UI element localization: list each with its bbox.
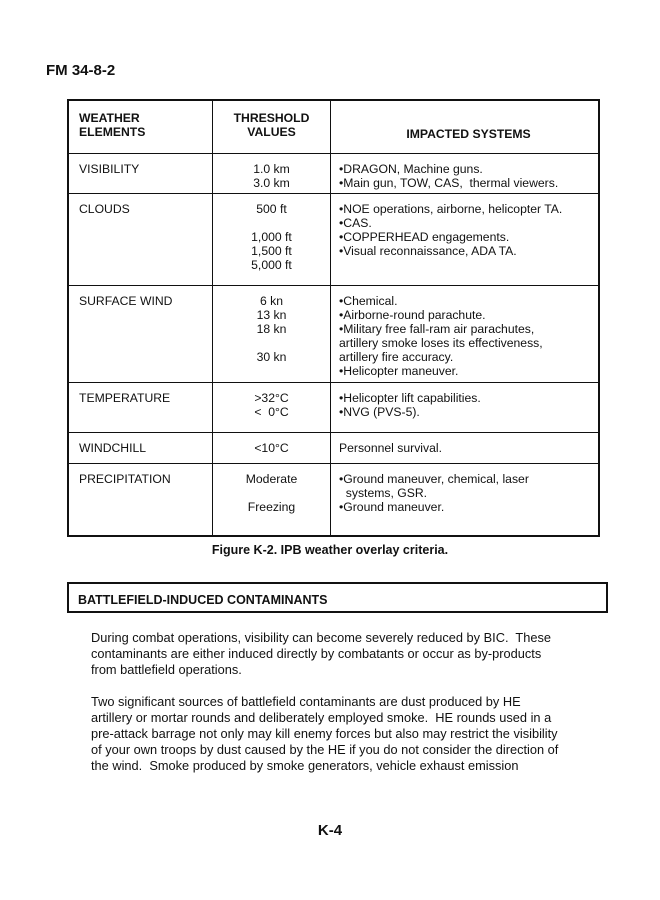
impacted-system: artillery smoke loses its effectiveness,	[339, 336, 543, 350]
weather-element-cell	[69, 194, 213, 286]
threshold-value: 1.0 km	[253, 162, 290, 176]
threshold-value: >32°C	[254, 391, 289, 405]
weather-element: SURFACE WIND	[79, 294, 173, 308]
impacted-system: •Helicopter lift capabilities.	[339, 391, 481, 405]
threshold-value	[213, 486, 330, 500]
weather-element: WINDCHILL	[79, 441, 147, 455]
impacted-systems-cell	[331, 154, 598, 194]
figure-caption: Figure K-2. IPB weather overlay criteria.	[211, 543, 449, 557]
weather-element-cell	[69, 286, 213, 383]
header-line: WEATHER	[79, 111, 140, 125]
impacted-system: •NVG (PVS-5).	[339, 405, 420, 419]
weather-element: VISIBILITY	[79, 162, 140, 176]
threshold-value: Moderate	[245, 472, 298, 486]
threshold-value: 5,000 ft	[251, 258, 292, 272]
threshold-values-cell	[213, 154, 331, 194]
paragraph-line: artillery or mortar rounds and deliberately employed smoke. HE rounds used in a	[91, 710, 552, 725]
threshold-values-cell	[213, 286, 331, 383]
paragraph-line: from battlefield operations.	[91, 662, 242, 677]
column-header-text	[213, 111, 330, 139]
impacted-system: •Ground maneuver, chemical, laser	[339, 472, 529, 486]
threshold-value: < 0°C	[254, 405, 289, 419]
header-line: VALUES	[247, 125, 296, 139]
header-line: THRESHOLD	[233, 111, 310, 125]
impacted-systems-cell	[331, 433, 598, 464]
impacted-system: •Military free fall-ram air parachutes,	[339, 322, 535, 336]
impacted-system: •Airborne-round parachute.	[339, 308, 486, 322]
threshold-value	[213, 216, 330, 230]
impacted-systems-cell	[331, 383, 598, 433]
impacted-system: •COPPERHEAD engagements.	[339, 230, 510, 244]
impacted-system: •Main gun, TOW, CAS, thermal viewers.	[339, 176, 559, 190]
threshold-value: <10°C	[254, 441, 289, 455]
impacted-system: •Helicopter maneuver.	[339, 364, 459, 378]
column-header-text	[406, 127, 530, 141]
column-header	[331, 101, 598, 154]
page-number: K-4	[317, 822, 343, 839]
weather-element: CLOUDS	[79, 202, 130, 216]
paragraph-line: of your own troops by dust caused by the HE if you do not consider the direction of	[91, 742, 559, 757]
impacted-system: systems, GSR.	[339, 486, 428, 500]
threshold-value: 30 kn	[256, 350, 287, 364]
impacted-system: artillery fire accuracy.	[339, 350, 454, 364]
paragraph-line: pre-attack barrage not only may kill enemy forces but also may restrict the visibility	[91, 726, 558, 741]
threshold-values-cell	[213, 433, 331, 464]
impacted-system: •DRAGON, Machine guns.	[339, 162, 483, 176]
column-header	[69, 101, 213, 154]
column-header	[213, 101, 331, 154]
impacted-system: •CAS.	[339, 216, 372, 230]
weather-criteria-table	[67, 99, 600, 537]
paragraph-line: contaminants are either induced directly by combatants or occur as by-products	[91, 646, 542, 661]
paragraph-line: During combat operations, visibility can become severely reduced by BIC. These	[91, 630, 551, 645]
section-heading: BATTLEFIELD-INDUCED CONTAMINANTS	[67, 582, 608, 613]
impacted-systems-cell	[331, 194, 598, 286]
threshold-value: 500 ft	[256, 202, 287, 216]
threshold-value: Freezing	[247, 500, 296, 514]
paragraph-line: the wind. Smoke produced by smoke generators, vehicle exhaust emission	[91, 758, 519, 773]
header-line: ELEMENTS	[79, 125, 146, 139]
impacted-systems-cell	[331, 464, 598, 535]
weather-element-cell	[69, 383, 213, 433]
header-line: IMPACTED SYSTEMS	[406, 127, 531, 141]
impacted-system: •Chemical.	[339, 294, 398, 308]
impacted-systems-cell	[331, 286, 598, 383]
paragraph-2	[91, 694, 558, 774]
threshold-value: 6 kn	[259, 294, 284, 308]
paragraph-1	[91, 630, 551, 678]
threshold-value: 13 kn	[256, 308, 287, 322]
threshold-values-cell	[213, 383, 331, 433]
paragraph-line: Two significant sources of battlefield contaminants are dust produced by HE	[91, 694, 521, 709]
impacted-system: •NOE operations, airborne, helicopter TA.	[339, 202, 563, 216]
impacted-system: •Visual reconnaissance, ADA TA.	[339, 244, 517, 258]
weather-element-cell	[69, 154, 213, 194]
column-header-text	[79, 111, 212, 139]
document-id: FM 34-8-2	[46, 62, 116, 79]
weather-element-cell	[69, 464, 213, 535]
threshold-values-cell	[213, 194, 331, 286]
weather-element: TEMPERATURE	[79, 391, 171, 405]
weather-element-cell	[69, 433, 213, 464]
threshold-value: 3.0 km	[253, 176, 290, 190]
weather-element: PRECIPITATION	[79, 472, 171, 486]
threshold-value: 1,500 ft	[251, 244, 292, 258]
threshold-value: 18 kn	[256, 322, 287, 336]
threshold-values-cell	[213, 464, 331, 535]
impacted-system: •Ground maneuver.	[339, 500, 445, 514]
impacted-system: Personnel survival.	[339, 441, 442, 455]
threshold-value	[213, 336, 330, 350]
threshold-value: 1,000 ft	[251, 230, 292, 244]
